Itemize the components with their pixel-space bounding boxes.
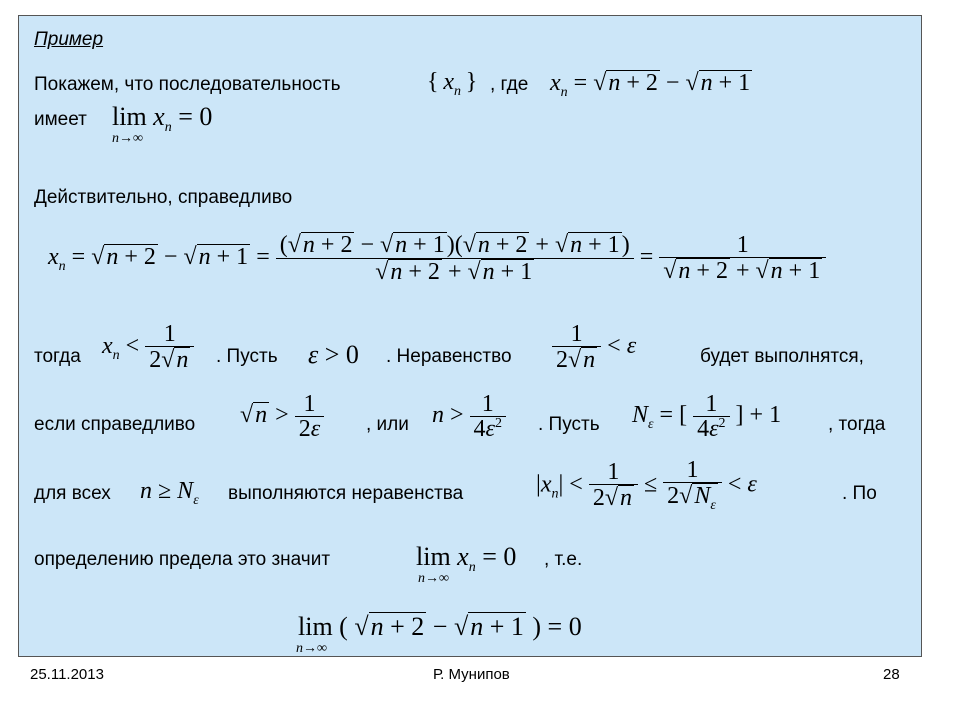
eps-positive: ε > 0	[308, 340, 359, 369]
example-heading: Пример	[34, 29, 104, 50]
inequality-label: . Неравенство	[386, 346, 512, 367]
abs-bound-chain: $|x_n|$ < $\frac{1}{2√n}$ ≤ $\frac{1}{2√N_\varepsilon}$ < ε	[536, 457, 757, 513]
footer-page-number: 28	[883, 666, 900, 683]
sequence-formula: { $x_n$ }	[427, 69, 478, 99]
indeed-line: Действительно, справедливо	[34, 187, 293, 208]
final-limit: lim ( √n + 2 − √n + 1 ) = 0	[298, 612, 582, 641]
po-label: . По	[842, 483, 877, 504]
then-label-2: , тогда	[828, 414, 886, 435]
intro-line-2: имеет	[34, 109, 87, 130]
or-label: , или	[366, 414, 409, 435]
n-ge-neps: $n \ge N_\varepsilon$	[140, 478, 199, 508]
definition-label: определению предела это значит	[34, 549, 331, 570]
n-bound: n > $\frac{1}{4\varepsilon^2}$	[432, 392, 506, 441]
limit-claim: $\lim x_n = 0$	[112, 102, 213, 135]
intro-line-1: Покажем, что последовательность	[34, 74, 341, 95]
main-equation: $x_n = √n + 2 - √n + 1$ = $\frac{(√n + 2 - √n + 1)(√n + 2 + √n + 1)}{√n + 2 + √n + 1}$ = $\frac{1}{√n + 2 + √n + 1}$	[48, 232, 826, 285]
let-eps-label: . Пусть	[216, 346, 278, 367]
will-hold-label: будет выполнятся,	[700, 346, 864, 367]
xn-bound: $x_n$ < $\frac{1}{2√n}$	[102, 322, 194, 373]
ie-label: , т.е.	[544, 549, 583, 570]
limit-result-sub: n→∞	[418, 571, 449, 586]
sqrt-n-bound: √n > $\frac{1}{2\varepsilon}$	[240, 392, 324, 441]
for-all-label: для всех	[34, 483, 111, 504]
limit-claim-sub: n→∞	[112, 131, 143, 146]
footer-author: Р. Мунипов	[433, 666, 510, 683]
inequalities-hold-label: выполняются неравенства	[228, 483, 464, 504]
n-eps-definition: $N_\varepsilon$ = [ $\frac{1}{4\varepsilon^2}$ ] + 1	[632, 391, 782, 442]
inequality-formula: $\frac{1}{2√n}$ < ε	[552, 322, 636, 373]
let-label: . Пусть	[538, 414, 600, 435]
xn-definition: $x_n = √n + 2 - √n + 1$	[550, 70, 751, 100]
final-limit-sub: n→∞	[296, 641, 327, 656]
if-holds-label: если справедливо	[34, 414, 196, 435]
then-label: тогда	[34, 346, 81, 367]
intro-where: , где	[490, 74, 529, 95]
limit-result: $\lim x_n = 0$	[416, 542, 517, 575]
footer-date: 25.11.2013	[30, 666, 104, 683]
